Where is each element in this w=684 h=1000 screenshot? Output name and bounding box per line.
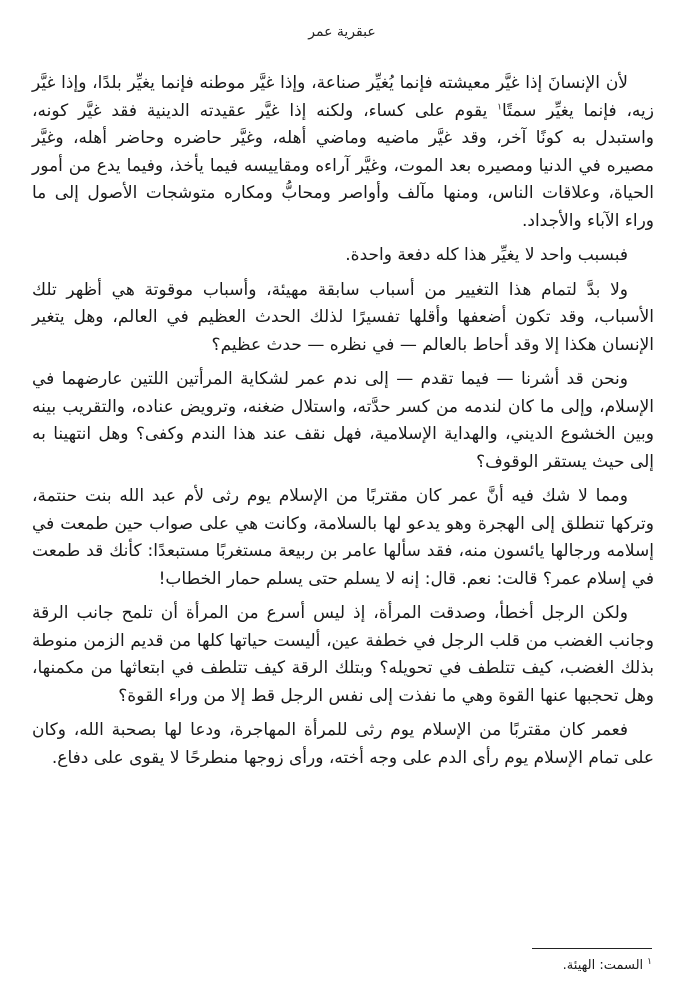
footnote-separator <box>532 948 652 949</box>
footnote-reference-marker: ١ <box>497 101 503 112</box>
paragraph-1-text-a: لأن الإنسانَ إذا غيَّر معيشته فإنما يُغيِّر صناعة، وإذا غيَّر موطنه فإنما يغيِّر بلدًا، وإذا غيَّر زيه، فإنما يغيِّر سمتًا <box>32 73 654 121</box>
paragraph-5: ومما لا شك فيه أنَّ عمر كان مقتربًا من الإسلام يوم رثى لأم عبد الله بنت حنتمة، وتركها تنطلق إلى الهجرة وهو يدعو لها بالسلامة، وكانت هي على صواب حين طمعت في إسلامه ورجالها يائسون منه، فقد سألها عامر بن ربيعة مستغربًا مستبعدًا: كأنك قد طمعت في إسلام عمر؟ قالت: نعم. قال: إنه لا يسلم حتى يسلم حمار الخطاب! <box>32 486 654 589</box>
paragraph-1 <box>32 70 654 235</box>
footnote-text: السمت: الهيئة. <box>562 958 644 973</box>
paragraph-2: فبسبب واحد لا يغيِّر هذا كله دفعة واحدة. <box>345 245 628 265</box>
body-text <box>32 70 654 779</box>
paragraph-6: ولكن الرجل أخطأ، وصدقت المرأة، إذ ليس أسرع من المرأة أن تلمح جانب الرقة وجانب الغضب من قلب الرجل في خطفة عين، أليست حياتها كلها من قديم الزمن منوطة بذلك الغضب، كيف تتلطف في تحويله؟ وبتلك الرقة كيف تتلطف في ابتعاثها من مكمنها، وهل تحجبها عنها القوة وهي ما نفذت إلى نفس الرجل قط إلا من وراء القوة؟ <box>32 603 654 706</box>
footnote <box>30 956 652 976</box>
running-header: عبقرية عمر <box>308 24 376 40</box>
paragraph-3: ولا بدَّ لتمام هذا التغيير من أسباب سابقة مهيئة، وأسباب موقوتة هي أظهر تلك الأسباب، وقد تكون أضعفها وأقلها تفسيرًا لذلك الحدث العظيم في العالم، وهل يتغير الإنسان هكذا إلا وقد أحاط بالعالم — في نظره — حدث عظيم؟ <box>32 279 654 355</box>
paragraph-4: ونحن قد أشرنا — فيما تقدم — إلى ندم عمر لشكاية المرأتين اللتين عارضهما في الإسلام، وإلى ما كان لندمه من كسر حدَّته، واستلال ضغنه، وترويض عناده، والتقريب بينه وبين الخشوع الديني، والهداية الإسلامية، فهل نقف عند هذا الندم وكفى؟ وهل انتهينا به إلى حيث يستقر الوقوف؟ <box>32 369 654 472</box>
paragraph-7: فعمر كان مقتربًا من الإسلام يوم رثى للمرأة المهاجرة، ودعا لها بصحبة الله، وكان على تمام الإسلام يوم رأى الدم على وجه أخته، ورأى زوجها منطرحًا لا يقوى على دفاع. <box>32 720 654 768</box>
footnote-number: ١ <box>647 956 652 967</box>
paragraph-1-text-b: يقوم على كساء، ولكنه إذا غيَّر عقيدته الدينية فقد غيَّر كونه، واستبدل به كونًا آخر، وقد غيَّر ماضيه وماضي أهله، وغيَّر حاضره وحاضر أهله، وغيَّر مصيره في الدنيا ومصيره بعد الموت، وغيَّر آراءه ومقاييسه فيما يأخذ، وفيما يدع من أمور الحياة، وعلاقات الناس، ومنها مآلف وأواصر ومحابُّ ومكاره متوشجات الأصول إلى ما وراء الآباء والأجداد. <box>32 100 654 231</box>
